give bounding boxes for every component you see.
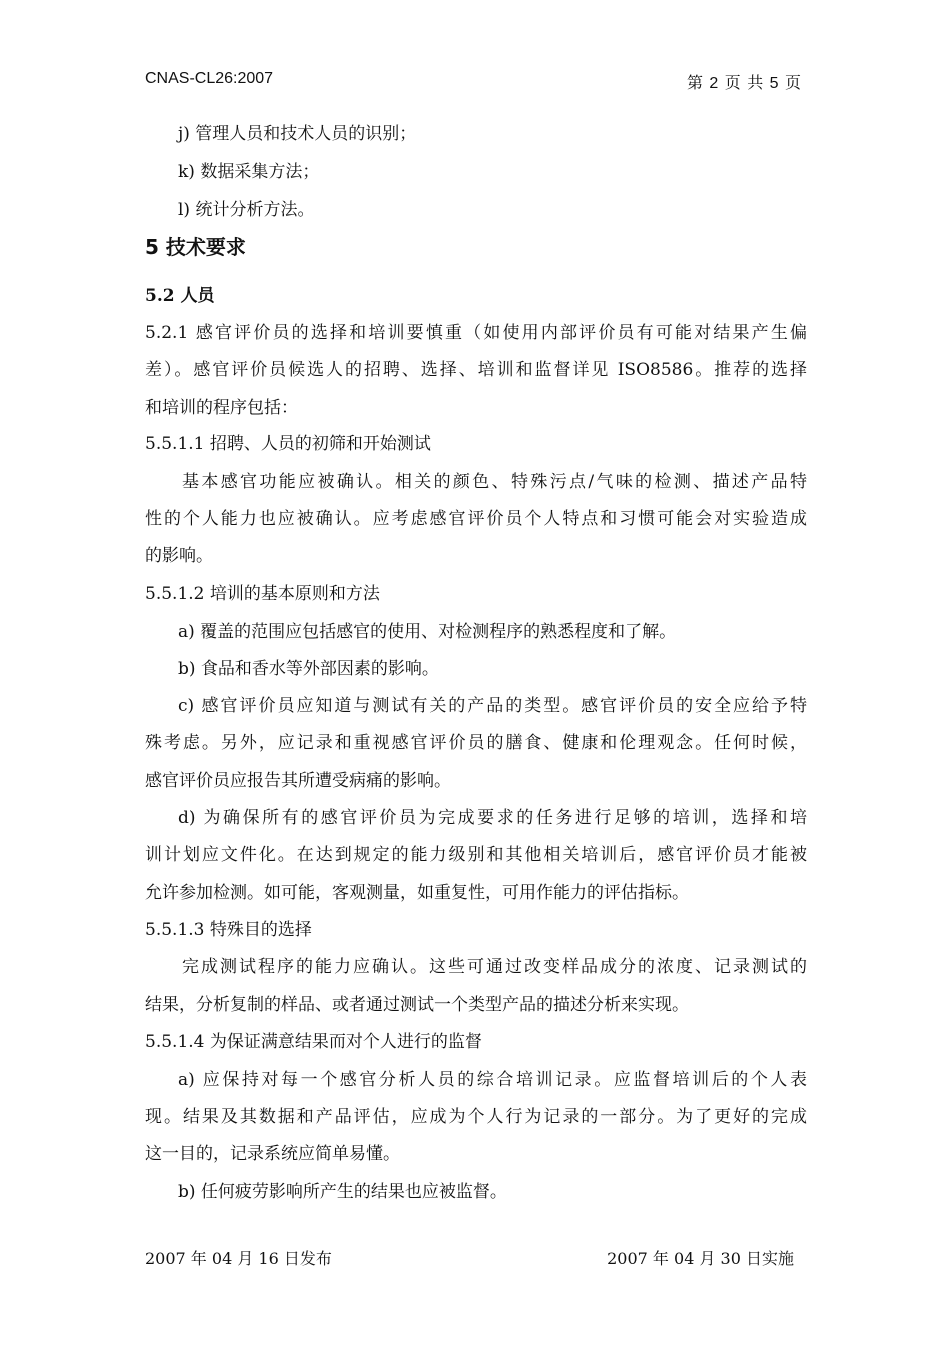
section-heading-5: 5 技术要求 — [145, 235, 246, 259]
list-item-b: b) 食品和香水等外部因素的影响。 — [178, 659, 439, 679]
paragraph-line: 差）。感官评价员候选人的招聘、选择、培训和监督详见 ISO8586。推荐的选择 — [145, 360, 807, 380]
list-item-c: c) 感官评价员应知道与测试有关的产品的类型。感官评价员的安全应给予特 — [178, 696, 807, 716]
clause-heading-5-5-1-3: 5.5.1.3 特殊目的选择 — [145, 920, 312, 940]
paragraph-line: 基本感官功能应被确认。相关的颜色、特殊污点/气味的检测、描述产品特 — [182, 472, 807, 492]
paragraph-line: 感官评价员应报告其所遭受病痛的影响。 — [145, 771, 451, 791]
list-item-l: l) 统计分析方法。 — [178, 200, 315, 220]
paragraph-line: 和培训的程序包括： — [145, 398, 298, 418]
paragraph-line: 5.2.1 感官评价员的选择和培训要慎重（如使用内部评价员有可能对结果产生偏 — [145, 323, 807, 343]
clause-heading-5-5-1-4: 5.5.1.4 为保证满意结果而对个人进行的监督 — [145, 1032, 482, 1052]
header-page-info: 第 2 页 共 5 页 — [686, 75, 802, 92]
list-item-b: b) 任何疲劳影响所产生的结果也应被监督。 — [178, 1182, 507, 1202]
paragraph-line: 训计划应文件化。在达到规定的能力级别和其他相关培训后，感官评价员才能被 — [145, 845, 807, 865]
paragraph-line: 允许参加检测。如可能，客观测量，如重复性，可用作能力的评估指标。 — [145, 883, 689, 903]
paragraph-line: 完成测试程序的能力应确认。这些可通过改变样品成分的浓度、记录测试的 — [182, 957, 807, 977]
paragraph-line: 结果，分析复制的样品、或者通过测试一个类型产品的描述分析来实现。 — [145, 995, 689, 1015]
list-item-d: d) 为确保所有的感官评价员为完成要求的任务进行足够的培训，选择和培 — [178, 808, 807, 828]
subsection-heading-5-2: 5.2 人员 — [145, 286, 215, 306]
paragraph-line: 现。结果及其数据和产品评估，应成为个人行为记录的一部分。为了更好的完成 — [145, 1107, 807, 1127]
list-item-a: a) 应保持对每一个感官分析人员的综合培训记录。应监督培训后的个人表 — [178, 1070, 807, 1090]
footer-issued-date: 2007 年 04 月 16 日发布 — [145, 1249, 332, 1268]
paragraph-line: 的影响。 — [145, 546, 213, 566]
footer-effective-date: 2007 年 04 月 30 日实施 — [607, 1249, 794, 1268]
list-item-j: j) 管理人员和技术人员的识别； — [178, 124, 417, 144]
paragraph-line: 性的个人能力也应被确认。应考虑感官评价员个人特点和习惯可能会对实验造成 — [145, 509, 807, 529]
paragraph-line: 这一目的，记录系统应简单易懂。 — [145, 1144, 400, 1164]
list-item-a: a) 覆盖的范围应包括感官的使用、对检测程序的熟悉程度和了解。 — [178, 622, 677, 642]
clause-heading-5-5-1-2: 5.5.1.2 培训的基本原则和方法 — [145, 584, 380, 604]
paragraph-line: 殊考虑。另外，应记录和重视感官评价员的膳食、健康和伦理观念。任何时候， — [145, 733, 807, 753]
clause-heading-5-5-1-1: 5.5.1.1 招聘、人员的初筛和开始测试 — [145, 434, 431, 454]
header-doc-id: CNAS-CL26:2007 — [145, 70, 274, 87]
list-item-k: k) 数据采集方法； — [178, 162, 320, 182]
